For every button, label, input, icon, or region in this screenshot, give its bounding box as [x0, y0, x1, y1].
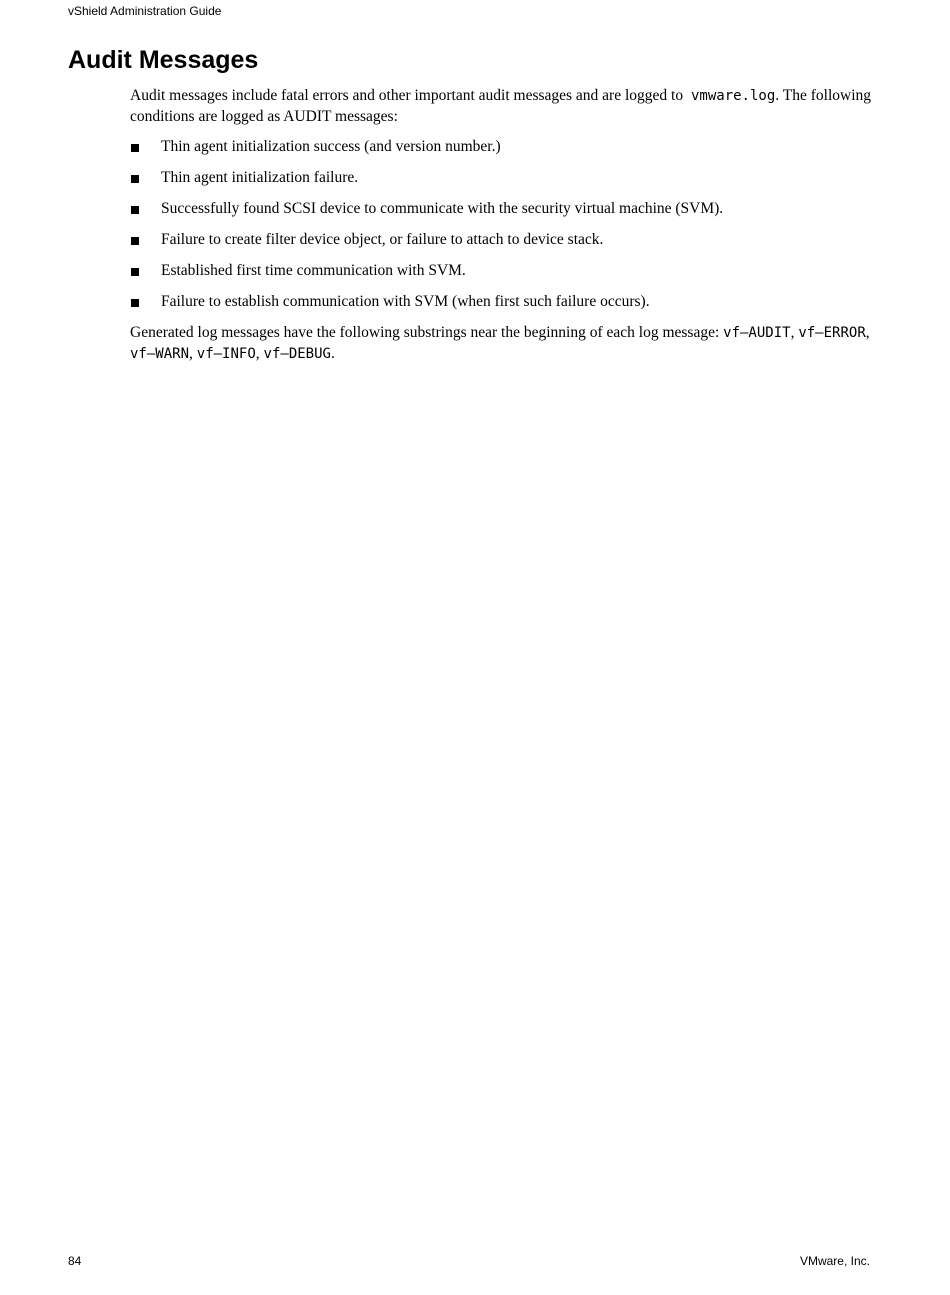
square-bullet-icon [131, 206, 139, 214]
list-item: Successfully found SCSI device to communicate with the security virtual machine (SVM). [130, 199, 875, 220]
log-substring: vf–AUDIT [723, 325, 791, 341]
log-substring: vf–ERROR [798, 325, 866, 341]
log-substring: vf–DEBUG [263, 345, 331, 362]
intro-text-after: . The following conditions are logged as AUDIT messages: [130, 87, 871, 125]
list-item: Failure to create filter device object, or failure to attach to device stack. [130, 230, 875, 251]
substrings-text: Generated log messages have the following substrings near the beginning of each log message: [130, 324, 720, 341]
square-bullet-icon [131, 268, 139, 276]
square-bullet-icon [131, 144, 139, 152]
footer-company: VMware, Inc. [799, 1254, 870, 1268]
list-item: Thin agent initialization failure. [130, 168, 875, 189]
running-header: vShield Administration Guide [68, 4, 222, 18]
intro-paragraph [130, 86, 875, 127]
square-bullet-icon [131, 299, 139, 307]
log-substring: vf–WARN [130, 345, 190, 362]
list-item: Established first time communication with SVM. [130, 261, 875, 282]
square-bullet-icon [131, 175, 139, 183]
audit-conditions-list [130, 137, 875, 313]
substrings-paragraph: Generated log messages have the following substrings near the beginning of each log message: vf–AUDIT, vf–ERROR, vf–WARN, vf–INFO, vf–DEBUG. [130, 324, 870, 362]
intro-text: Audit messages include fatal errors and other important audit messages and are logged to [130, 87, 684, 104]
list-item: Thin agent initialization success (and version number.) [130, 137, 875, 158]
square-bullet-icon [131, 237, 139, 245]
log-file-name: vmware.log [690, 88, 776, 104]
section-body [130, 86, 875, 364]
section-title: Audit Messages [68, 46, 259, 74]
page-number: 84 [68, 1254, 82, 1268]
log-substring: vf–INFO [196, 345, 256, 362]
list-item: Failure to establish communication with SVM (when first such failure occurs). [130, 292, 875, 313]
